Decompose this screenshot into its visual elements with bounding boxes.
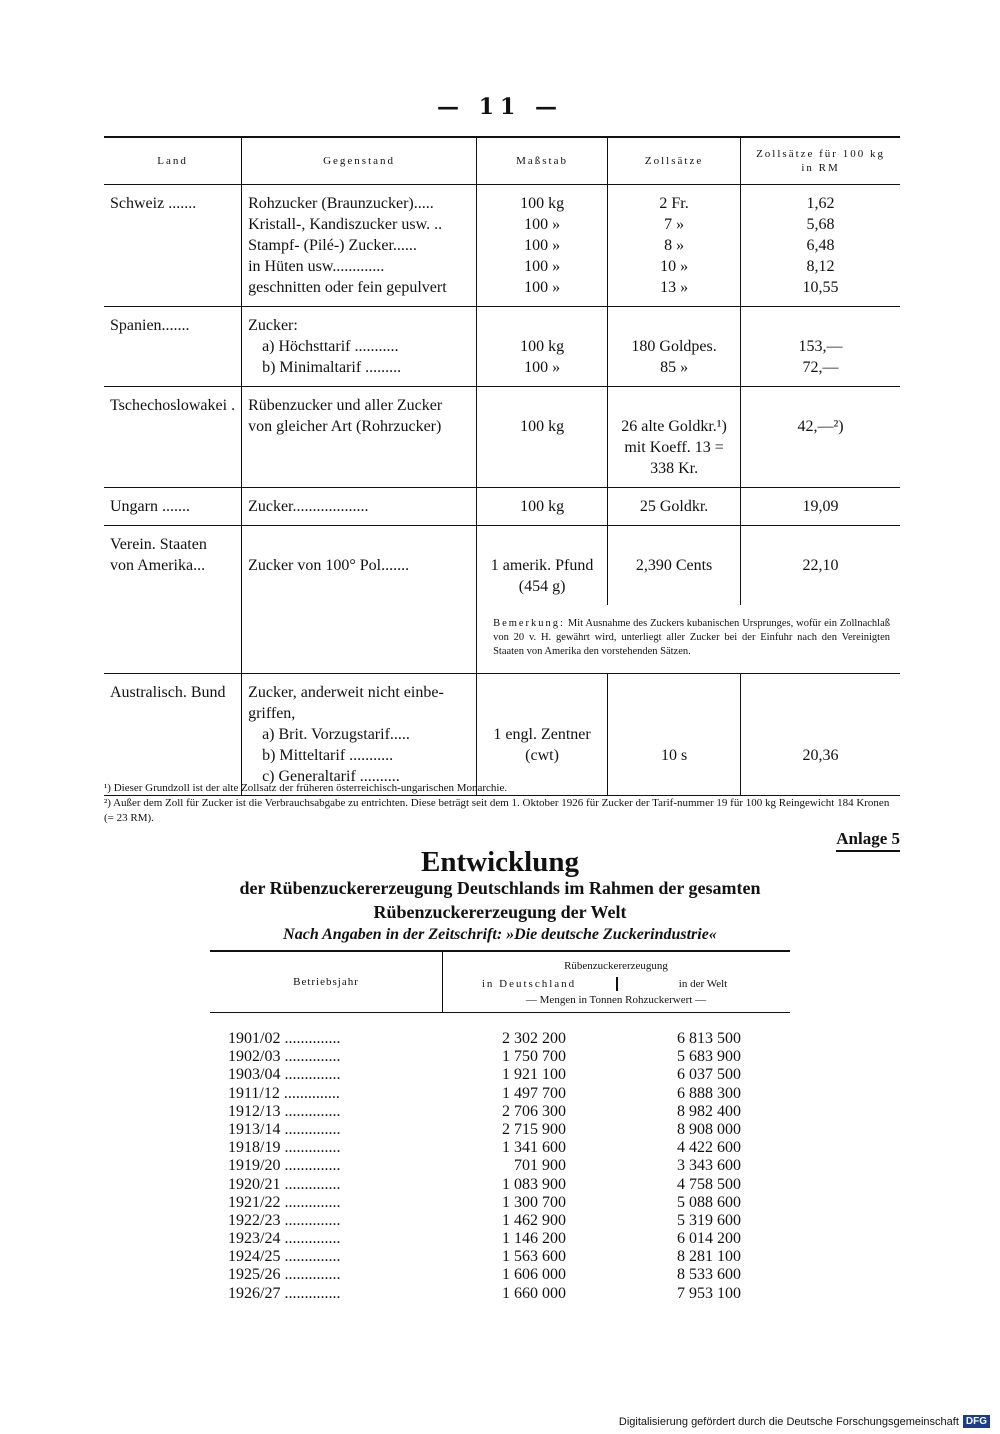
header-unit: — Mengen in Tonnen Rohzuckerwert — (525, 994, 707, 1006)
land-name: Schweiz ....... (110, 195, 197, 212)
header-zollsaetze-rm-line2: in RM (801, 162, 840, 174)
tariff-note-row (104, 605, 900, 674)
header-zollsaetze: Zollsätze (608, 137, 741, 185)
tariff-group-row (104, 185, 900, 307)
zollsatz-cell (608, 674, 741, 796)
massstab-value: 100 kg (520, 498, 565, 515)
land-name: Tschechoslowakei . (110, 397, 236, 414)
gegenstand-text: b) Mitteltarif ........... (262, 747, 394, 764)
table-row (210, 1212, 790, 1230)
gegenstand-text: Stampf- (Pilé-) Zucker...... (248, 237, 417, 254)
rm-value: 10,55 (802, 279, 839, 296)
land-cell (104, 526, 242, 606)
betriebsjahr-cell: 1926/27 .............. (228, 1284, 341, 1302)
header-gegenstand: Gegenstand (242, 137, 477, 185)
gegenstand-cell (242, 605, 477, 674)
land-cell (104, 185, 242, 307)
tariff-group-row (104, 488, 900, 526)
betriebsjahr-cell: 1901/02 .............. (228, 1030, 341, 1047)
tariff-group-row (104, 674, 900, 796)
rm-value: 5,68 (806, 216, 835, 233)
welt-cell: 6 888 300 (677, 1084, 741, 1102)
massstab-value: 100 » (524, 258, 561, 275)
land-cell (104, 307, 242, 387)
deutschland-cell: 1 750 700 (502, 1048, 566, 1066)
gegenstand-text: Zucker, anderweit nicht einbe- (248, 684, 444, 701)
betriebsjahr-cell: 1924/25 .............. (228, 1248, 341, 1266)
welt-cell: 6 813 500 (677, 1030, 741, 1047)
deutschland-cell: 1 660 000 (502, 1284, 566, 1302)
zollsatz-value: 25 Goldkr. (639, 498, 709, 515)
gegenstand-text: Zucker von 100° Pol....... (248, 557, 410, 574)
rm-value (747, 395, 894, 416)
gegenstand-text (248, 534, 470, 555)
massstab-value (483, 395, 601, 416)
table-row (210, 1048, 790, 1066)
deutschland-cell: 1 341 600 (502, 1139, 566, 1157)
land-name: von Amerika... (110, 557, 206, 574)
massstab-value (483, 458, 601, 479)
land-cell (104, 605, 242, 674)
deutschland-cell: 1 921 100 (502, 1066, 566, 1084)
massstab-cell (477, 387, 608, 488)
deutschland-cell: 1 563 600 (502, 1248, 566, 1266)
table-row (210, 1248, 790, 1266)
tariff-group-row (104, 526, 900, 606)
rm-value: 20,36 (802, 747, 839, 764)
deutschland-cell: 2 715 900 (502, 1120, 566, 1138)
rm-value (747, 534, 894, 555)
welt-cell: 8 533 600 (677, 1266, 741, 1284)
zollsatz-cell (608, 488, 741, 526)
deutschland-cell: 2 706 300 (502, 1102, 566, 1120)
betriebsjahr-cell: 1918/19 .............. (228, 1139, 341, 1157)
gegenstand-cell (242, 526, 477, 606)
section-subtitle-1: der Rübenzuckererzeugung Deutschlands im Rahmen der gesamten (239, 878, 761, 898)
table-row (210, 1285, 790, 1303)
zollsatz-value: 26 alte Goldkr.¹) (621, 418, 727, 435)
massstab-cell (477, 185, 608, 307)
header-massstab: Maßstab (477, 137, 608, 185)
rm-value: 42,—²) (797, 418, 844, 435)
massstab-value: (cwt) (525, 747, 559, 764)
land-name: Australisch. Bund (110, 684, 226, 701)
massstab-value (483, 437, 601, 458)
land-name: Verein. Staaten (110, 536, 207, 553)
massstab-value (483, 682, 601, 703)
rm-cell (741, 488, 900, 526)
production-table-header (210, 950, 790, 1013)
massstab-value: 100 kg (520, 338, 565, 355)
table-row (210, 1266, 790, 1284)
page-number: — 11 — (437, 94, 563, 120)
land-cell (104, 387, 242, 488)
deutschland-cell: 701 900 (514, 1157, 566, 1175)
deutschland-cell: 1 146 200 (502, 1230, 566, 1248)
welt-cell: 8 908 000 (677, 1120, 741, 1138)
gegenstand-text: geschnitten oder fein gepulvert (248, 279, 447, 296)
zollsatz-value (614, 724, 734, 745)
zollsatz-value: 2 Fr. (659, 195, 689, 212)
zollsatz-cell (608, 185, 741, 307)
zollsatz-cell (608, 387, 741, 488)
welt-cell: 8 982 400 (677, 1102, 741, 1120)
zollsatz-cell (608, 526, 741, 606)
rm-value: 72,— (802, 359, 839, 376)
betriebsjahr-cell: 1911/12 .............. (228, 1084, 340, 1102)
section-title: Entwicklung (421, 846, 579, 878)
welt-cell: 5 683 900 (677, 1048, 741, 1066)
gegenstand-text (248, 437, 470, 458)
betriebsjahr-cell: 1921/22 .............. (228, 1193, 341, 1211)
zollsatz-cell (608, 307, 741, 387)
gegenstand-text: in Hüten usw............. (248, 258, 385, 275)
welt-cell: 7 953 100 (677, 1284, 741, 1302)
betriebsjahr-cell: 1922/23 .............. (228, 1211, 341, 1229)
zollsatz-value: 10 » (660, 258, 689, 275)
source-line: Nach Angaben in der Zeitschrift: »Die deutsche Zuckerindustrie« (283, 926, 717, 943)
welt-cell: 5 319 600 (677, 1211, 741, 1229)
deutschland-cell: 1 083 900 (502, 1175, 566, 1193)
massstab-value: (454 g) (518, 578, 566, 595)
section-subtitle-2: Rübenzuckererzeugung der Welt (373, 902, 627, 922)
table-row (210, 1176, 790, 1194)
zollsatz-value (614, 395, 734, 416)
gegenstand-cell (242, 488, 477, 526)
note-cell (477, 605, 900, 674)
land-cell (104, 488, 242, 526)
zollsatz-value (614, 682, 734, 703)
footnotes (104, 781, 900, 826)
welt-cell: 8 281 100 (677, 1248, 741, 1266)
header-betriebsjahr: Betriebsjahr (293, 976, 359, 988)
massstab-value (483, 703, 601, 724)
tariff-table-header (104, 137, 900, 185)
massstab-value (483, 534, 601, 555)
note-text: Mit Ausnahme des Zuckers kubanischen Ursprunges, wofür ein Zollnachlaß von 20 v. H. gewährt wird, unterliegt aller Zucker bei der Einfuhr nach den Vereinigten Staaten von Amerika den vorstehenden Sätzen. (493, 618, 890, 657)
massstab-value: 100 kg (520, 418, 565, 435)
tariff-table (104, 136, 900, 796)
rm-value (747, 682, 894, 703)
zollsatz-value: 10 s (660, 747, 688, 764)
massstab-cell (477, 307, 608, 387)
header-ruebenzucker: Rübenzuckererzeugung (564, 960, 668, 972)
header-land: Land (104, 137, 242, 185)
deutschland-cell: 1 462 900 (502, 1211, 566, 1229)
gegenstand-text: a) Brit. Vorzugstarif..... (262, 726, 410, 743)
anlage-label: Anlage 5 (836, 829, 900, 852)
gegenstand-text: Rübenzucker und aller Zucker (248, 397, 443, 414)
welt-cell: 4 758 500 (677, 1175, 741, 1193)
header-zollsaetze-rm (741, 137, 900, 185)
deutschland-cell: 1 300 700 (502, 1193, 566, 1211)
note-label: Bemerkung: (493, 618, 565, 629)
massstab-value: 1 engl. Zentner (493, 726, 591, 743)
land-name: Spanien....... (110, 317, 190, 334)
table-row (210, 1194, 790, 1212)
deutschland-cell: 2 302 200 (502, 1030, 566, 1047)
betriebsjahr-cell: 1913/14 .............. (228, 1120, 341, 1138)
rm-cell (741, 185, 900, 307)
massstab-value: 1 amerik. Pfund (490, 557, 594, 574)
welt-cell: 3 343 600 (677, 1157, 741, 1175)
gegenstand-text: b) Minimaltarif ......... (262, 359, 402, 376)
betriebsjahr-cell: 1912/13 .............. (228, 1102, 341, 1120)
credit-text: Digitalisierung gefördert durch die Deutsche Forschungsgemeinschaft (618, 1415, 959, 1428)
tariff-group-row (104, 387, 900, 488)
rm-value: 19,09 (802, 498, 839, 515)
zollsatz-value (614, 576, 734, 597)
table-row (210, 1066, 790, 1084)
rm-value: 6,48 (806, 237, 835, 254)
gegenstand-text: Rohzucker (Braunzucker)..... (248, 195, 434, 212)
tariff-table-body (104, 185, 900, 796)
rm-value: 22,10 (802, 557, 839, 574)
gegenstand-text (248, 458, 470, 479)
zollsatz-value: 338 Kr. (650, 460, 699, 477)
welt-cell: 4 422 600 (677, 1139, 741, 1157)
rm-cell (741, 674, 900, 796)
table-row (210, 1121, 790, 1139)
massstab-cell (477, 488, 608, 526)
massstab-value: 100 » (524, 359, 561, 376)
table-row (210, 1103, 790, 1121)
footnote-1: ¹) Dieser Grundzoll ist der alte Zollsatz der früheren österreichisch-ungarischen Monarchie. (104, 782, 508, 794)
rm-value (747, 576, 894, 597)
header-welt: in der Welt (678, 978, 728, 990)
gegenstand-text (248, 576, 470, 597)
rm-value (747, 458, 894, 479)
footnote-2: ²) Außer dem Zoll für Zucker ist die Verbrauchsabgabe zu entrichten. Diese beträgt seit dem 1. Oktober 1926 für Zucker der Tarif-nummer 19 für 100 kg Reingewicht 184 Kronen (= 23 RM). (104, 797, 890, 824)
welt-cell: 6 037 500 (677, 1066, 741, 1084)
welt-cell: 6 014 200 (677, 1230, 741, 1248)
zollsatz-value: mit Koeff. 13 = (624, 439, 724, 456)
zollsatz-value: 8 » (664, 237, 685, 254)
rm-value (747, 703, 894, 724)
land-cell (104, 674, 242, 796)
gegenstand-text: a) Höchsttarif ........... (262, 338, 399, 355)
gegenstand-text: Zucker: (248, 317, 298, 334)
zollsatz-value: 85 » (660, 359, 689, 376)
betriebsjahr-cell: 1923/24 .............. (228, 1230, 341, 1248)
table-row (210, 1139, 790, 1157)
rm-value (747, 437, 894, 458)
zollsatz-value (614, 315, 734, 336)
rm-cell (741, 307, 900, 387)
zollsatz-value: 13 » (660, 279, 689, 296)
header-zollsaetze-rm-line1: Zollsätze für 100 kg (756, 148, 885, 160)
table-row (210, 1230, 790, 1248)
tariff-group-row (104, 307, 900, 387)
massstab-value (483, 315, 601, 336)
digitization-credit (619, 1415, 990, 1428)
gegenstand-cell (242, 674, 477, 796)
gegenstand-text: griffen, (248, 705, 296, 722)
gegenstand-text: c) Generaltarif .......... (262, 768, 400, 785)
betriebsjahr-cell: 1902/03 .............. (228, 1048, 341, 1066)
massstab-value: 100 » (524, 279, 561, 296)
rm-value: 1,62 (806, 195, 835, 212)
deutschland-cell: 1 497 700 (502, 1084, 566, 1102)
gegenstand-cell (242, 185, 477, 307)
zollsatz-value (614, 534, 734, 555)
rm-value (747, 315, 894, 336)
zollsatz-value (614, 703, 734, 724)
zollsatz-value: 2,390 Cents (635, 557, 713, 574)
rm-value: 153,— (798, 338, 843, 355)
rm-value (747, 724, 894, 745)
production-table-rows (210, 1030, 790, 1303)
table-row (210, 1157, 790, 1175)
massstab-value: 100 kg (520, 195, 565, 212)
zollsatz-value: 180 Goldpes. (631, 338, 717, 355)
zollsatz-value: 7 » (664, 216, 685, 233)
betriebsjahr-cell: 1920/21 .............. (228, 1175, 341, 1193)
betriebsjahr-cell: 1903/04 .............. (228, 1066, 341, 1084)
massstab-cell (477, 526, 608, 606)
rm-cell (741, 387, 900, 488)
dfg-logo: DFG (963, 1415, 990, 1428)
deutschland-cell: 1 606 000 (502, 1266, 566, 1284)
us-note (483, 607, 894, 659)
header-deutschland: in Deutschland (481, 978, 577, 990)
welt-cell: 5 088 600 (677, 1193, 741, 1211)
gegenstand-text: von gleicher Art (Rohrzucker) (248, 418, 442, 435)
land-name: Ungarn ....... (110, 498, 190, 515)
massstab-value: 100 » (524, 216, 561, 233)
gegenstand-cell (242, 387, 477, 488)
table-row (210, 1030, 790, 1048)
production-table (210, 950, 790, 1302)
rm-cell (741, 526, 900, 606)
rm-value: 8,12 (806, 258, 835, 275)
table-row (210, 1085, 790, 1103)
massstab-value: 100 » (524, 237, 561, 254)
gegenstand-text: Zucker................... (248, 498, 369, 515)
gegenstand-cell (242, 307, 477, 387)
massstab-cell (477, 674, 608, 796)
betriebsjahr-cell: 1919/20 .............. (228, 1157, 341, 1175)
gegenstand-text: Kristall-, Kandiszucker usw. .. (248, 216, 443, 233)
betriebsjahr-cell: 1925/26 .............. (228, 1266, 341, 1284)
